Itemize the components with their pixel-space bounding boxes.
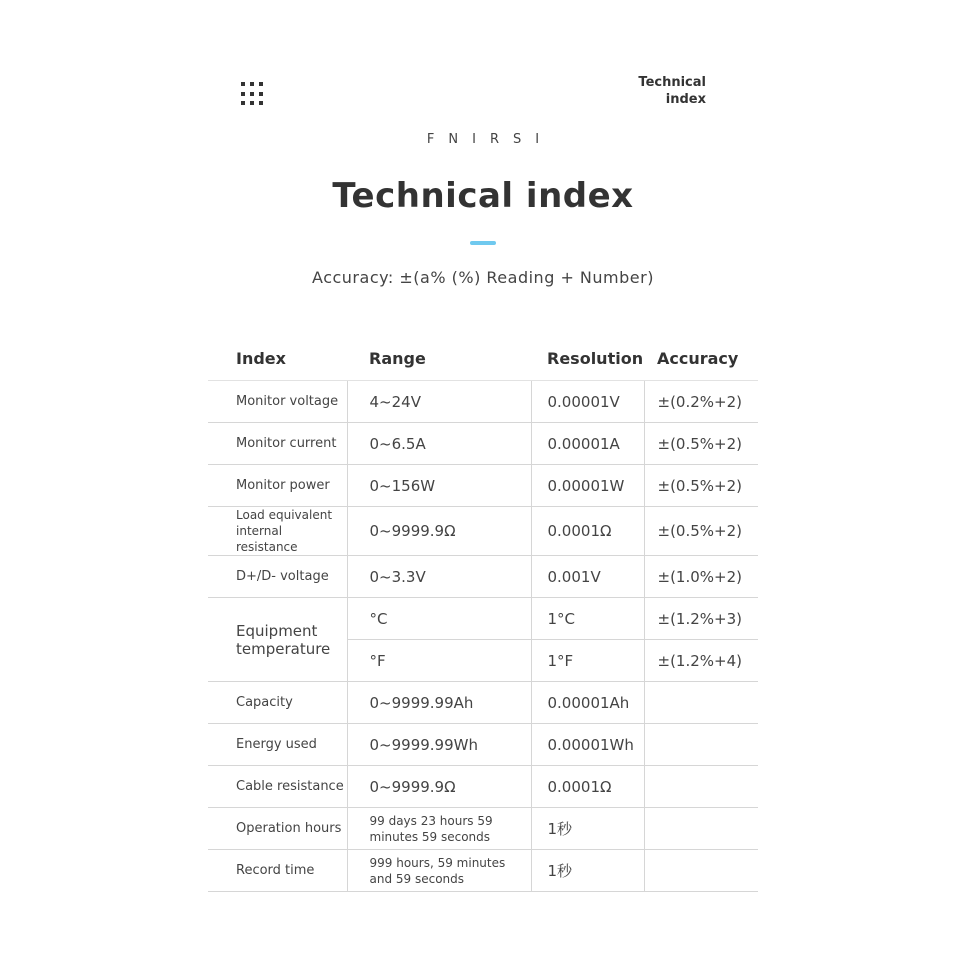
- grid-dot: [241, 92, 245, 96]
- table-row: [208, 850, 758, 892]
- accuracy-note: Accuracy: ±(a% (%) Reading + Number): [312, 268, 654, 287]
- cell-resolution: 0.0001Ω: [531, 766, 644, 808]
- table-row: [208, 724, 758, 766]
- cell-range: 0~9999.99Ah: [347, 682, 531, 724]
- cell-resolution: 0.0001Ω: [531, 507, 644, 556]
- cell-accuracy: ±(1.2%+4): [644, 640, 758, 682]
- cell-range: 0~9999.9Ω: [347, 766, 531, 808]
- cell-accuracy: ±(0.5%+2): [644, 465, 758, 507]
- table-row: [208, 381, 758, 423]
- header-index: Index: [208, 336, 347, 381]
- header-range: Range: [347, 336, 531, 381]
- grid-menu-icon[interactable]: [241, 82, 265, 106]
- cell-accuracy: ±(0.2%+2): [644, 381, 758, 423]
- cell-range: 0~3.3V: [347, 556, 531, 598]
- cell-resolution: 1秒: [531, 850, 644, 892]
- cell-resolution: 0.00001Ah: [531, 682, 644, 724]
- cell-range: 0~9999.99Wh: [347, 724, 531, 766]
- table-row: [208, 507, 758, 556]
- cell-resolution: 0.00001A: [531, 423, 644, 465]
- cell-accuracy: ±(1.2%+3): [644, 598, 758, 640]
- cell-range: 4~24V: [347, 381, 531, 423]
- brand-name: FNIRSI: [426, 132, 554, 147]
- table-row: [208, 808, 758, 850]
- cell-resolution: 0.00001Wh: [531, 724, 644, 766]
- cell-index: D+/D- voltage: [208, 556, 347, 598]
- grid-dot: [241, 82, 245, 86]
- cell-resolution: 0.00001V: [531, 381, 644, 423]
- corner-title: [638, 74, 706, 108]
- cell-index: Monitor current: [208, 423, 347, 465]
- grid-dot: [259, 82, 263, 86]
- table-row: [208, 423, 758, 465]
- cell-range: °C: [347, 598, 531, 640]
- grid-dot: [250, 101, 254, 105]
- grid-dot: [250, 82, 254, 86]
- grid-dot: [259, 101, 263, 105]
- cell-index: Equipment temperature: [208, 598, 347, 682]
- cell-range: 0~9999.9Ω: [347, 507, 531, 556]
- cell-accuracy: [644, 724, 758, 766]
- corner-title-line1: Technical: [638, 75, 706, 90]
- title-accent-bar: [470, 241, 496, 245]
- grid-dot: [241, 101, 245, 105]
- cell-index: Cable resistance: [208, 766, 347, 808]
- cell-resolution: 1°F: [531, 640, 644, 682]
- cell-accuracy: [644, 682, 758, 724]
- cell-resolution: 1°C: [531, 598, 644, 640]
- grid-dot: [250, 92, 254, 96]
- cell-index: Record time: [208, 850, 347, 892]
- cell-accuracy: [644, 850, 758, 892]
- cell-index: Monitor voltage: [208, 381, 347, 423]
- cell-range: 0~6.5A: [347, 423, 531, 465]
- header-accuracy: Accuracy: [644, 336, 758, 381]
- table-row: [208, 556, 758, 598]
- cell-index: Load equivalent internal resistance: [208, 507, 347, 556]
- corner-title-line2: index: [665, 92, 706, 107]
- cell-index: Operation hours: [208, 808, 347, 850]
- header-resolution: Resolution: [531, 336, 644, 381]
- cell-accuracy: [644, 766, 758, 808]
- cell-range: 99 days 23 hours 59 minutes 59 seconds: [347, 808, 531, 850]
- cell-accuracy: ±(0.5%+2): [644, 507, 758, 556]
- page-title: Technical index: [332, 176, 634, 216]
- cell-index: Capacity: [208, 682, 347, 724]
- table-row: [208, 766, 758, 808]
- cell-range: 999 hours, 59 minutes and 59 seconds: [347, 850, 531, 892]
- cell-resolution: 0.001V: [531, 556, 644, 598]
- table-row: [208, 465, 758, 507]
- cell-index: Monitor power: [208, 465, 347, 507]
- grid-dot: [259, 92, 263, 96]
- table-header-row: [208, 336, 758, 381]
- cell-range: 0~156W: [347, 465, 531, 507]
- cell-resolution: 0.00001W: [531, 465, 644, 507]
- cell-accuracy: ±(0.5%+2): [644, 423, 758, 465]
- table-row: [208, 598, 758, 640]
- cell-accuracy: ±(1.0%+2): [644, 556, 758, 598]
- cell-resolution: 1秒: [531, 808, 644, 850]
- table-row: [208, 682, 758, 724]
- cell-index: Energy used: [208, 724, 347, 766]
- cell-accuracy: [644, 808, 758, 850]
- spec-table: [208, 336, 758, 892]
- cell-range: °F: [347, 640, 531, 682]
